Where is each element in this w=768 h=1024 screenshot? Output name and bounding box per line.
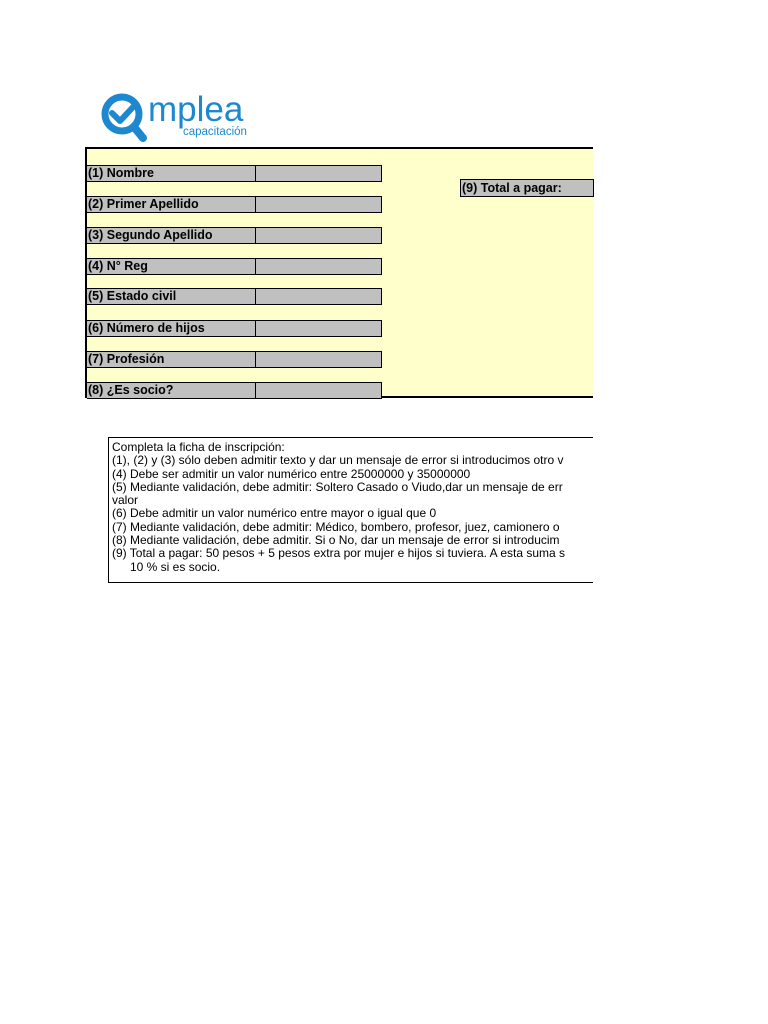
field-label: (7) Profesión — [87, 351, 256, 368]
logo-subtitle: capacitación — [183, 126, 247, 138]
n-reg-input-cell[interactable] — [256, 258, 382, 275]
instruction-line: (1), (2) y (3) sólo deben admitir texto y dar un mensaje de error si introducimos otro v — [112, 453, 564, 468]
form-row-estado-civil — [87, 288, 382, 305]
segundo-apellido-input-cell[interactable] — [256, 227, 382, 244]
form-row-profesion — [87, 351, 382, 368]
instruction-line: (7) Mediante validación, debe admitir: Médico, bombero, profesor, juez, camionero o — [112, 519, 560, 534]
instruction-line: Completa la ficha de inscripción: — [112, 440, 285, 454]
instruction-line: 10 % si es socio. — [130, 559, 221, 574]
form-row-numero-hijos — [87, 320, 382, 337]
magnifier-check-icon — [100, 92, 150, 144]
total-row — [460, 179, 594, 197]
field-label: (2) Primer Apellido — [87, 196, 256, 213]
estado-civil-input-cell[interactable] — [256, 288, 382, 305]
field-label: (4) N° Reg — [87, 258, 256, 275]
nombre-input-cell[interactable] — [256, 165, 382, 182]
es-socio-input-cell[interactable] — [256, 382, 382, 399]
instruction-line: (4) Debe ser admitir un valor numérico entre 25000000 y 35000000 — [112, 466, 471, 481]
emplea-logo — [100, 92, 260, 144]
form-row-n-reg — [87, 258, 382, 275]
form-row-es-socio — [87, 382, 382, 399]
instruction-line: (8) Mediante validación, debe admitir. Si o No, dar un mensaje de error si introducim — [112, 533, 560, 548]
instruction-line: (5) Mediante validación, debe admitir: Soltero Casado o Viudo,dar un mensaje de err — [112, 479, 563, 494]
instruction-line: (6) Debe admitir un valor numérico entre mayor o igual que 0 — [112, 506, 437, 521]
instruction-line: (9) Total a pagar: 50 pesos + 5 pesos extra por mujer e hijos si tuviera. A esta suma s — [112, 546, 566, 561]
form-row-segundo-apellido — [87, 227, 382, 244]
numero-hijos-input-cell[interactable] — [256, 320, 382, 337]
total-label: (9) Total a pagar: — [460, 179, 594, 197]
form-row-primer-apellido — [87, 196, 382, 213]
logo-wordmark: mplea — [148, 90, 244, 129]
field-label: (5) Estado civil — [87, 288, 256, 305]
field-label: (1) Nombre — [87, 165, 256, 182]
field-label: (6) Número de hijos — [87, 320, 256, 337]
field-label: (8) ¿Es socio? — [87, 382, 256, 399]
registration-form-panel — [85, 147, 593, 398]
form-row-nombre — [87, 165, 382, 182]
instruction-line: valor — [112, 493, 139, 508]
profesion-input-cell[interactable] — [256, 351, 382, 368]
primer-apellido-input-cell[interactable] — [256, 196, 382, 213]
field-label: (3) Segundo Apellido — [87, 227, 256, 244]
instructions-box — [108, 437, 593, 583]
